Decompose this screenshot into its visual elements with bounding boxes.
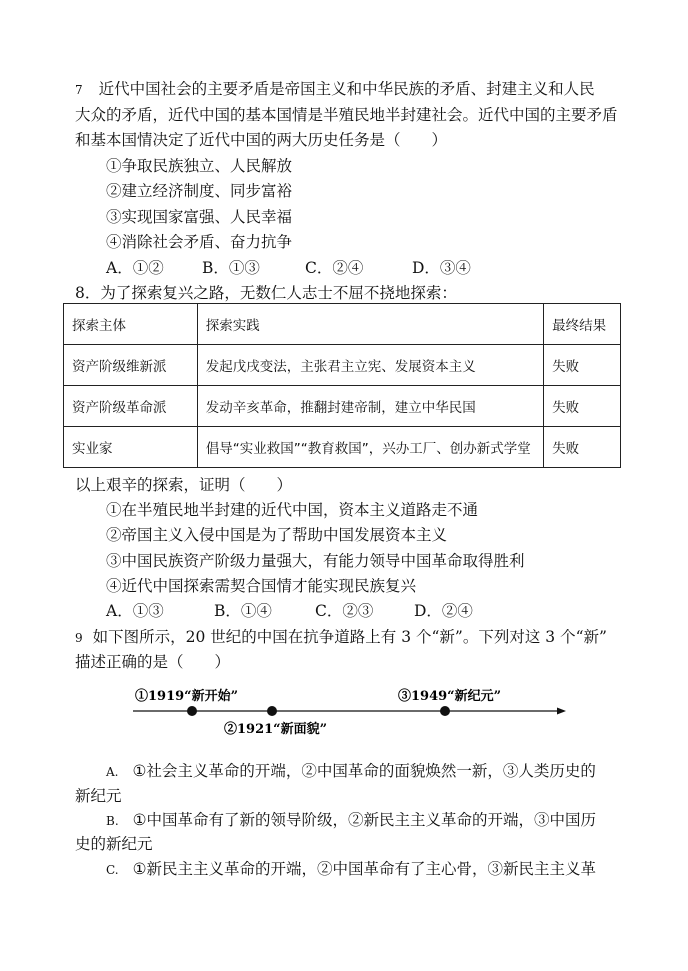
q9-option-c-line-1 — [106, 858, 596, 881]
table-cell: 倡导“实业救国”“教育救国”，兴办工厂、创办新式学堂 — [197, 427, 543, 468]
q8-item-1: ①在半殖民地半封建的近代中国，资本主义道路走不通 — [106, 501, 479, 519]
q9-option-b-line-2: 史的新纪元 — [75, 835, 153, 853]
q8-item-3: ③中国民族资产阶级力量强大，有能力领导中国革命取得胜利 — [106, 552, 525, 570]
q8-after-table: 以上艰辛的探索，证明（ ） — [75, 476, 293, 494]
q8-options — [106, 600, 473, 622]
q7-option-d: D．③④ — [412, 259, 471, 277]
q7-item-1: ①争取民族独立、人民解放 — [106, 157, 293, 175]
table-cell: 失败 — [544, 427, 621, 468]
q9-option-a-line-2: 新纪元 — [75, 787, 122, 805]
table-cell: 资产阶级维新派 — [64, 345, 198, 386]
q7-option-a: A．①② — [106, 259, 164, 277]
q9-option-a-text: ①社会主义革命的开端，②中国革命的面貌焕然一新，③人类历史的 — [132, 762, 596, 780]
timeline-label-1921: ②1921“新面貌” — [224, 722, 328, 737]
q7-item-3: ③实现国家富强、人民幸福 — [106, 208, 293, 226]
timeline-dot-1919 — [187, 706, 197, 716]
q7-option-b: B．①③ — [202, 259, 260, 277]
q8-table — [63, 303, 621, 468]
q9-first-line — [75, 626, 607, 649]
q8-stem: 8．为了探索复兴之路，无数仁人志士不屈不挠地探索： — [75, 284, 457, 302]
table-cell: 资产阶级革命派 — [64, 386, 198, 427]
q7-item-2: ②建立经济制度、同步富裕 — [106, 182, 293, 200]
q7-stem-line-3: 和基本国情决定了近代中国的两大历史任务是（ ） — [75, 131, 448, 149]
table-header-row — [64, 304, 621, 345]
q9-option-a-letter: A. — [106, 765, 119, 779]
q8-option-b: B．①④ — [214, 602, 272, 620]
q7-first-line — [75, 78, 595, 101]
q9-option-c-text: ①新民主主义革命的开端，②中国革命有了主心骨，③新民主主义革 — [132, 860, 596, 878]
table-cell: 发起戊戌变法，主张君主立宪、发展资本主义 — [197, 345, 543, 386]
timeline-dot-1949 — [440, 706, 450, 716]
q9-number: 9 — [75, 631, 83, 645]
table-cell: 实业家 — [64, 427, 198, 468]
table-cell: 失败 — [544, 386, 621, 427]
q7-number: 7 — [75, 83, 83, 97]
q8-item-2: ②帝国主义入侵中国是为了帮助中国发展资本主义 — [106, 526, 448, 544]
q9-stem-line-1: 如下图所示，20 世纪的中国在抗争道路上有 3 个“新”。下列对这 3 个“新” — [92, 628, 607, 646]
q8-option-d: D．②④ — [414, 602, 473, 620]
table-header-cell: 最终结果 — [544, 304, 621, 345]
q8-option-c: C．②③ — [315, 602, 374, 620]
q7-stem-line-2: 大众的矛盾，近代中国的基本国情是半殖民地半封建社会。近代中国的主要矛盾 — [75, 106, 618, 124]
timeline-dot-1921 — [267, 706, 277, 716]
q7-stem-line-1: 近代中国社会的主要矛盾是帝国主义和中华民族的矛盾、封建主义和人民 — [98, 80, 595, 98]
q7-option-c: C．②④ — [305, 259, 364, 277]
timeline-diagram — [0, 680, 688, 740]
q8-item-4: ④近代中国探索需契合国情才能实现民族复兴 — [106, 577, 417, 595]
table-header-cell: 探索主体 — [64, 304, 198, 345]
timeline-label-1949: ③1949“新纪元” — [398, 689, 502, 704]
q9-option-b-text: ①中国革命有了新的领导阶级，②新民主主义革命的开端，③中国历 — [132, 811, 597, 829]
q7-options — [106, 257, 471, 279]
q9-option-a-line-1 — [106, 760, 596, 783]
q9-option-b-letter: B. — [106, 814, 119, 828]
table-cell: 发动辛亥革命，推翻封建帝制，建立中华民国 — [197, 386, 543, 427]
table-row — [64, 427, 621, 468]
table-row — [64, 345, 621, 386]
q7-item-4: ④消除社会矛盾、奋力抗争 — [106, 233, 293, 251]
timeline-arrow-icon — [557, 708, 566, 715]
table-header-cell: 探索实践 — [197, 304, 543, 345]
q9-stem-line-2: 描述正确的是（ ） — [75, 653, 231, 671]
table-cell: 失败 — [544, 345, 621, 386]
q8-option-a: A．①③ — [106, 602, 164, 620]
table-row — [64, 386, 621, 427]
timeline-label-1919: ①1919“新开始” — [135, 689, 239, 704]
q9-option-b-line-1 — [106, 809, 596, 832]
q9-option-c-letter: C. — [106, 863, 119, 877]
